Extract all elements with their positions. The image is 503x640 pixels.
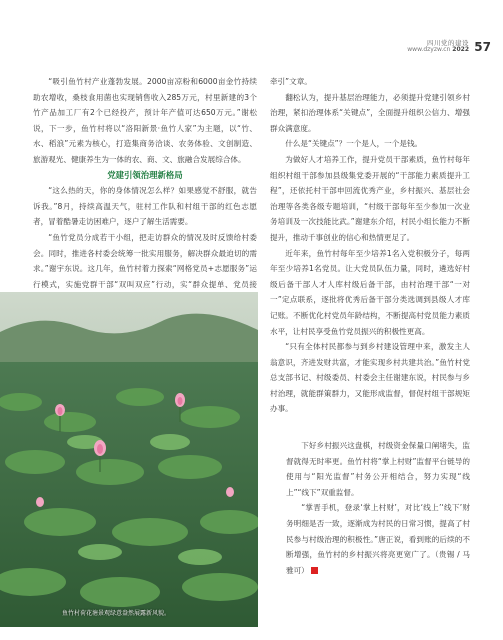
paragraph: “只有全体村民都参与到乡村建设管理中来，激发主人翁意识，齐进发财共富，才能实现乡村共建共治。”鱼竹村党总支部书记、村级委员、村委会主任谢建东说，村民参与乡村治理，就能群策群力，又能形成监督，督促村组干部规矩办事。 <box>270 342 470 414</box>
right-column <box>270 74 470 417</box>
paragraph: 什么是“关键点”？一个是人，一个是钱。 <box>285 139 423 149</box>
magazine-url: www.dzyzw.cn <box>407 46 451 53</box>
closing-column <box>286 438 470 578</box>
paragraph: “鱼竹党员分成若干小组，把走访群众的情况及时反馈给村委会。同时，推进各村委会统筹一批实用服务，解决群众最迫切的需求。”谢宇东说。这几年，鱼竹村着力探索“网格党员+志愿服务”运行模式，实施党群干部“双叫双应”行动，实“群众提单、党员接 <box>33 232 257 289</box>
paragraph: “吸引鱼竹村产业蓬勃发展。2000亩凉粉和6000亩金竹持续助农增收，桑枝食用菌也实现销售收入285万元，村里新建的3个竹产品加工厂有2个已经投产，预计年产值可达650万元。”谢松说，下一步，鱼竹村将以“洛阳新景·鱼竹人家”为主题，以“竹、水、稻浪”元素为核心，打造集商务洽谈、农务体验、文创制造、旅游观光、健康养生为一体的农、商、文、旅融合发展综合体。 <box>33 77 257 164</box>
magazine-name: 四川党的建设 <box>427 39 469 47</box>
section-title: 党建引领治理新格局 <box>107 169 183 180</box>
paragraph: 近年来，鱼竹村每年至少培养1名入党积极分子，每两年至少培养1名党员。让大党员队伍力量，同时，遴选好村级后备干部人才人库村级后备干部，由村治理干部“一对一”定点联系，逐批将优秀后备干部分类选调到县级人才库记账。不断优化村党员年龄结构，不断提高村党员能力素质水平，让村民享受鱼竹党员振兴的积极性更高。 <box>270 248 470 336</box>
paragraph: “这么热的天，你的身体情况怎么样？如果感觉不舒服，就告诉我。”8月，持续高温天气，驻村工作队和村组干部的红色志愿者，冒着酷暑走访困难户，逐户了解生活需要。 <box>33 186 257 227</box>
photo-caption: 鱼竹村荷花塘景观绿意盎然展露新风貌。 <box>62 610 171 617</box>
paragraph: 翻松认为，提升基层治理能力，必须提升党建引领乡村治理，紧扣治理体系“关键点”，全面提升组织公信力、增强群众满意度。 <box>270 92 470 133</box>
lotus-pond-illustration <box>0 292 258 627</box>
page-header <box>0 0 503 64</box>
paragraph: 为做好人才培养工作，提升党员干部素质，鱼竹村每年组织村组干部参加县级集党委开展的“干部能力素质提升工程”，还依托村干部申回流优秀产业，乡村振兴、基层社会治理等各类各级专题培训，“村级干部每年至少参加一次业务培训及一次技能比武。”谢建东介绍，村民小组长能力不断提升，推动千事创业的信心和热情更足了。 <box>270 154 470 242</box>
end-mark-icon <box>311 567 318 574</box>
magazine-url-line <box>407 46 469 53</box>
paragraph: 牵引”文章。 <box>270 77 312 86</box>
paragraph: 下好乡村振兴这盘棋，村级资金保量口阐堵失，监督就得无时率更。鱼竹村将“掌上村财”监督平台链导的使用与“阳光监督”村务公开相结合，努力实现“线上”“线下”双重监督。 <box>286 441 470 497</box>
closing-paragraph <box>286 500 470 578</box>
lotus-pond-photo <box>0 292 258 627</box>
magazine-year: 2022 <box>452 46 469 53</box>
closing-paragraph-text: “掌晋手机，登录‘掌上村财’，对比‘线上’‘线下’财务明细是否一致，逐渐成为村民的日常习惯，提高了村民参与村级治理的积极性。”唐正说，看到账的后续的不断增强，鱼竹村的乡村振兴将亮更宽广了。（贵锡 / 马雅可） <box>286 503 470 575</box>
page-number: 57 <box>474 40 491 54</box>
